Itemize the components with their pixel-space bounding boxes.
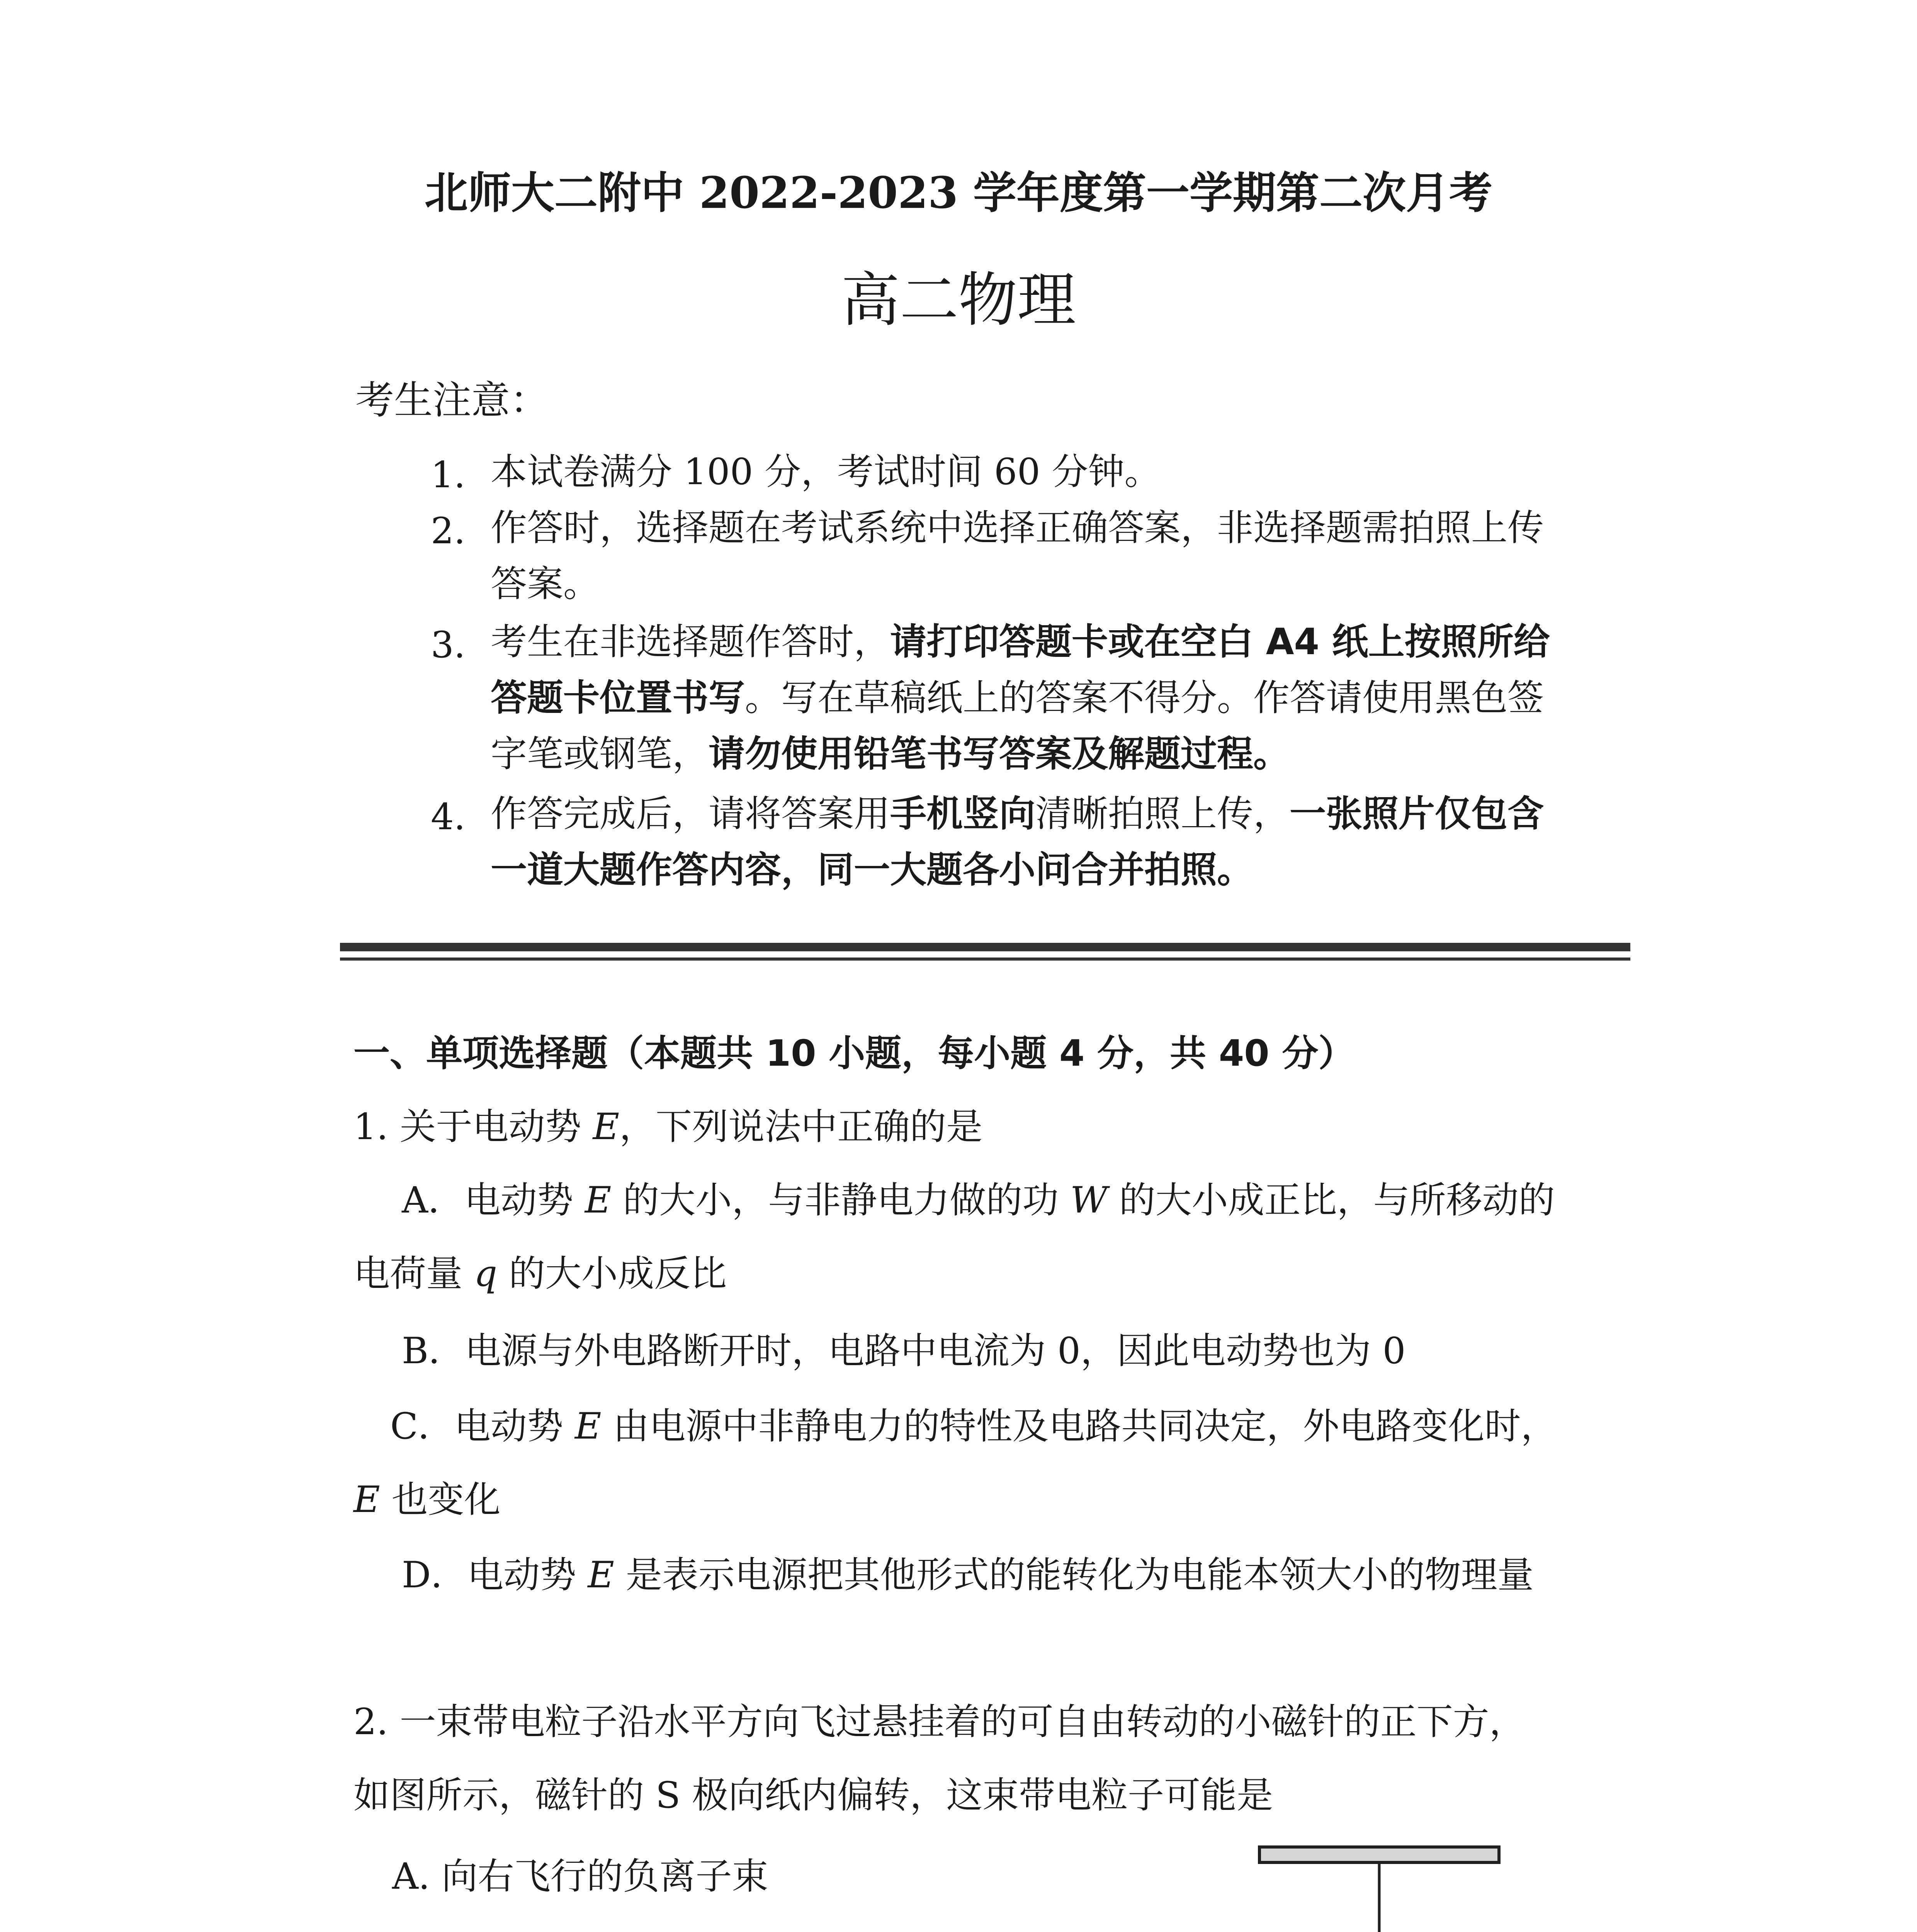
notice-item-text: 一道大题作答内容，同一大题各小问合并拍照。	[491, 849, 1254, 891]
emphasis-text: 答题卡位置书写	[491, 677, 745, 719]
notice-item-text: 作答时，选择题在考试系统中选择正确答案，非选择题需拍照上传	[491, 507, 1544, 549]
option-a: A. 向右飞行的负离子束	[392, 1855, 768, 1898]
option-d: D．电动势 E 是表示电源把其他形式的能转化为电能本领大小的物理量	[402, 1554, 1534, 1596]
notice-item-text: 考生在非选择题作答时，请打印答题卡或在空白 A4 纸上按照所给	[491, 621, 1550, 663]
option-a-continued: 电荷量 q 的大小成反比	[353, 1253, 727, 1295]
notice-item-number: 2.	[431, 510, 466, 552]
notice-item-text: 作答完成后，请将答案用手机竖向清晰拍照上传，一张照片仅包含	[491, 793, 1544, 835]
exam-title: 北师大二附中 2022-2023 学年度第一学期第二次月考	[425, 168, 1492, 218]
section-heading: 一、单项选择题（本题共 10 小题，每小题 4 分，共 40 分）	[353, 1032, 1355, 1075]
notice-heading: 考生注意：	[355, 378, 549, 423]
divider-thin	[340, 957, 1630, 961]
emphasis-text: 一张照片仅包含	[1290, 793, 1544, 835]
notice-item-number: 1.	[431, 454, 466, 496]
option-c: C．电动势 E 由电源中非静电力的特性及电路共同决定，外电路变化时，	[390, 1405, 1557, 1447]
emphasis-text: 手机竖向	[890, 793, 1036, 835]
compass-needle-figure	[1236, 1839, 1545, 1932]
question-stem-continued: 如图所示，磁针的 S 极向纸内偏转，这束带电粒子可能是	[353, 1774, 1273, 1816]
question-stem: 2. 一束带电粒子沿水平方向飞过悬挂着的可自由转动的小磁针的正下方，	[353, 1701, 1526, 1743]
notice-item-number: 3.	[431, 624, 466, 666]
notice-item-text: 字笔或钢笔，请勿使用铅笔书写答案及解题过程。	[491, 733, 1290, 775]
notice-item-text: 答题卡位置书写。写在草稿纸上的答案不得分。作答请使用黑色签	[491, 677, 1544, 719]
question-stem: 1. 关于电动势 E，下列说法中正确的是	[353, 1106, 983, 1148]
ceiling-bar	[1259, 1847, 1499, 1862]
notice-item-number: 4.	[431, 796, 466, 838]
option-b: B．电源与外电路断开时，电路中电流为 0，因此电动势也为 0	[402, 1330, 1406, 1372]
option-a: A．电动势 E 的大小，与非静电力做的功 W 的大小成正比，与所移动的	[402, 1179, 1555, 1221]
emphasis-text: 请勿使用铅笔书写答案及解题过程。	[709, 733, 1290, 775]
option-c-continued: E 也变化	[353, 1479, 501, 1521]
emphasis-text: 请打印答题卡或在空白 A4 纸上按照所给	[890, 621, 1550, 663]
notice-item-text: 答案。	[491, 563, 600, 605]
notice-item-text: 本试卷满分 100 分，考试时间 60 分钟。	[491, 451, 1161, 493]
option-b	[392, 1928, 769, 1932]
subject-title: 高二物理	[841, 266, 1076, 334]
divider-thick	[340, 943, 1630, 951]
